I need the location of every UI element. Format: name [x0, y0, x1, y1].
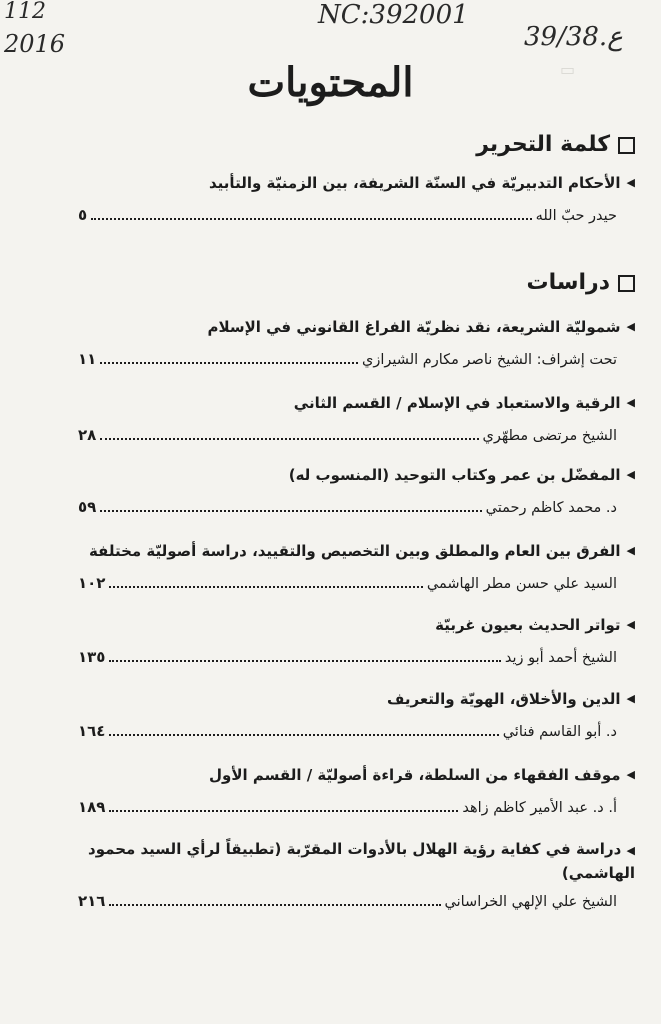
- triangle-bullet-icon: ◀: [626, 618, 635, 631]
- dot-leader: [109, 660, 500, 662]
- entry-author: حيدر حبّ الله: [535, 208, 617, 224]
- entry-author-line: [78, 796, 617, 819]
- toc-entry[interactable]: [78, 614, 635, 669]
- entry-page-number: ١٠٢: [78, 574, 106, 592]
- dot-leader: [109, 810, 458, 812]
- dot-leader: [109, 904, 440, 906]
- toc-entry[interactable]: [78, 172, 635, 227]
- entry-author-line: [78, 646, 617, 669]
- dot-leader: [109, 586, 422, 588]
- entry-title: [78, 172, 635, 194]
- entry-author: د. محمد كاظم رحمتي: [485, 500, 617, 516]
- entry-author: أ. د. عبد الأمير كاظم زاهد: [462, 800, 617, 816]
- entry-title: [78, 316, 635, 338]
- entry-author-line: [78, 348, 617, 371]
- entry-author-line: [78, 496, 617, 519]
- entry-author: الشيخ علي الإلهي الخراساني: [444, 894, 617, 910]
- entry-title: [78, 464, 635, 486]
- section-heading-label: كلمة التحرير: [476, 132, 610, 157]
- handwritten-year: 2016: [4, 30, 66, 58]
- entry-title: [78, 392, 635, 414]
- entry-author: الشيخ مرتضى مطهّري: [482, 428, 617, 444]
- toc-entry[interactable]: [78, 464, 635, 519]
- entry-title-text: المفضّل بن عمر وكتاب التوحيد (المنسوب له): [288, 466, 621, 484]
- triangle-bullet-icon: ◀: [626, 396, 635, 409]
- section-heading-editorial: [476, 130, 635, 160]
- triangle-bullet-icon: ◀: [626, 320, 635, 333]
- triangle-bullet-icon: ◀: [626, 692, 635, 705]
- dot-leader: [109, 734, 498, 736]
- entry-author: السيد علي حسن مطر الهاشمي: [426, 576, 617, 592]
- entry-page-number: ١٨٩: [78, 798, 106, 816]
- triangle-bullet-icon: ◀: [626, 768, 635, 781]
- entry-title: [78, 764, 635, 786]
- entry-author-line: [78, 204, 617, 227]
- page-title: المحتويات: [247, 59, 414, 106]
- dot-leader: [91, 218, 531, 220]
- entry-page-number: ٢٨: [78, 426, 97, 444]
- entry-page-number: ٥٩: [78, 498, 97, 516]
- entry-author-line: [78, 572, 617, 595]
- entry-author: الشيخ أحمد أبو زيد: [504, 650, 617, 666]
- triangle-bullet-icon: ◀: [626, 544, 635, 557]
- entry-title: [78, 540, 635, 562]
- toc-entry[interactable]: [78, 316, 635, 371]
- entry-author: تحت إشراف: الشيخ ناصر مكارم الشيرازي: [362, 352, 617, 368]
- entry-title-text: الأحكام التدبيريّة في السنّة الشريفة، بين الزمنيّة والتأبيد: [209, 174, 621, 192]
- entry-author-line: [78, 424, 617, 447]
- entry-author-line: [78, 720, 617, 743]
- toc-entry[interactable]: [78, 688, 635, 743]
- entry-page-number: ١٦٤: [78, 722, 106, 740]
- entry-title-text: الدين والأخلاق، الهويّة والتعريف: [387, 690, 621, 708]
- entry-author-line: [78, 890, 617, 913]
- entry-title: [78, 838, 635, 884]
- toc-entry[interactable]: [78, 392, 635, 447]
- toc-entry[interactable]: [78, 838, 635, 913]
- toc-entry[interactable]: [78, 764, 635, 819]
- entry-title-text: دراسة في كفاية رؤية الهلال بالأدوات المقرّبة (تطبيقاً لرأي السيد محمود الهاشمي): [88, 840, 635, 882]
- entry-title: [78, 614, 635, 636]
- triangle-bullet-icon: ◀: [626, 468, 635, 481]
- dot-leader: [100, 510, 481, 512]
- toc-entry[interactable]: [78, 540, 635, 595]
- entry-title-text: الرقية والاستعباد في الإسلام / القسم الثاني: [293, 394, 621, 412]
- checkbox-icon: [618, 275, 635, 292]
- triangle-bullet-icon: ◀: [626, 844, 635, 857]
- handwritten-volume: 39/38.ع: [524, 22, 623, 52]
- handwritten-accession: NC:392001: [318, 0, 469, 30]
- checkbox-icon: [618, 137, 635, 154]
- dot-leader: [100, 438, 478, 440]
- entry-title-text: موقف الفقهاء من السلطة، قراءة أصوليّة / القسم الأول: [209, 766, 621, 784]
- entry-title-text: تواتر الحديث بعيون غربيّة: [435, 616, 621, 634]
- section-heading-studies: [527, 268, 636, 298]
- bleed-through: ▭: [560, 60, 576, 79]
- entry-title-text: شموليّة الشريعة، نقد نظريّة الفراغ القانوني في الإسلام: [207, 318, 621, 336]
- entry-title-text: الفرق بين العام والمطلق وبين التخصيص والتقييد، دراسة أصوليّة مختلفة: [88, 542, 621, 560]
- entry-page-number: ١٣٥: [78, 648, 106, 666]
- entry-title: [78, 688, 635, 710]
- dot-leader: [100, 362, 358, 364]
- triangle-bullet-icon: ◀: [626, 176, 635, 189]
- entry-page-number: ٢١٦: [78, 892, 106, 910]
- entry-page-number: ٥: [78, 206, 88, 224]
- entry-author: د. أبو القاسم فنائي: [502, 724, 617, 740]
- entry-page-number: ١١: [78, 350, 97, 368]
- section-heading-label: دراسات: [526, 270, 610, 295]
- handwritten-number: 112: [4, 0, 46, 24]
